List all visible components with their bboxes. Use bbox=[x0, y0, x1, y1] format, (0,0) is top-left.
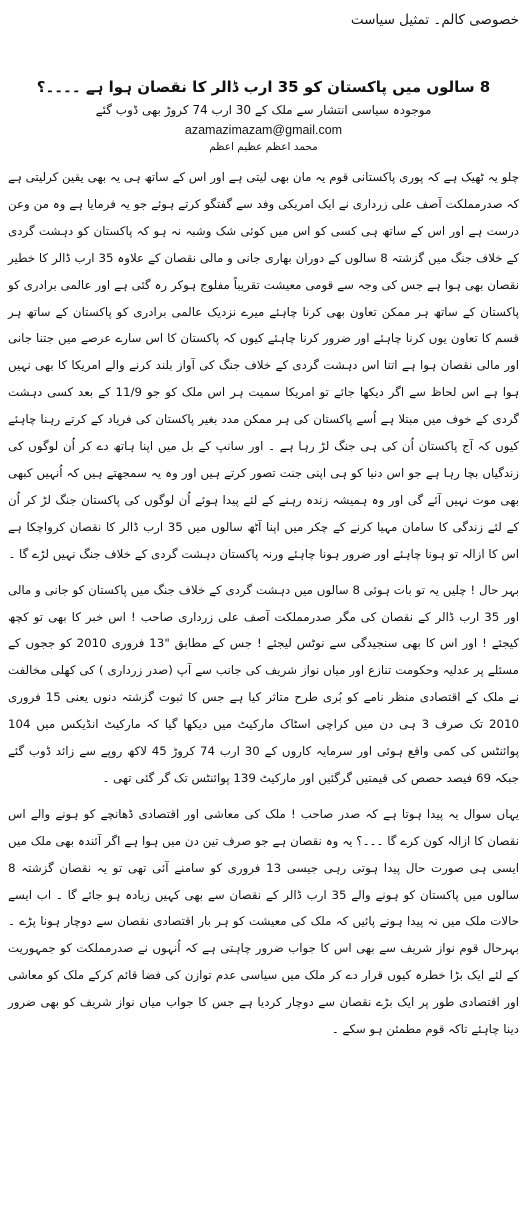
author-name: محمد اعظم عظیم اعظم bbox=[209, 141, 318, 153]
article-subtitle: موجودہ سیاسی انتشار سے ملک کے 30 ارب 74 کروڑ بھی ڈوب گئے bbox=[95, 103, 432, 117]
body-paragraph-3: یہاں سوال یہ پیدا ہوتا ہے کہ صدر صاحب ! ملک کی معاشی اور اقتصادی ڈھانچے کو ہونے والے اس نقصان کا ازالہ کون کرے گا ۔۔۔؟ یہ وہ نقصان ہے جو صرف تین دن میں ہوا ہے اگر آئندہ بھی ملک میں ایسی ہی صورت حال پیدا ہوتی رہی جیسی 13 فروری کو سامنے آئی تھی تو یہ نقصان گزشتہ 8 سالوں میں پاکستان کو ہونے والے 35 ارب ڈالر کے نقصان سے بھی کہیں زیادہ ہو جائے گا ۔ اب ایسے حالات ملک میں نہ پیدا ہونے پائیں کہ ملک کی معیشت کو ہر بار اقتصادی نقصان سے دوچار ہونا پڑے ۔ بہرحال قوم نواز شریف سے بھی اس کا جواب ضرور چاہتی ہے کہ اُنہوں نے صدرمملکت کو جمہوریت کے لئے ایک بڑا خطرہ کیوں قرار دے کر ملک میں سیاسی عدم توازن کی فضا قائم کرکے ملک کو معاشی اور اقتصادی طور پر ایک بڑے نقصان سے دوچار کردیا ہے جس کا جواب میاں نواز شریف کو بھی ضرور دینا چاہئے تاکہ قوم مطمئن ہو سکے ۔ bbox=[8, 806, 520, 1037]
author-email: azamazimazam@gmail.com bbox=[184, 123, 343, 137]
article-title: 8 سالوں میں پاکستان کو 35 ارب ڈالر کا نقصان ہوا ہے ۔۔۔۔؟ bbox=[36, 78, 491, 96]
column-tag: خصوصی کالم۔ تمثیل سیاست bbox=[350, 12, 519, 28]
article-body bbox=[8, 164, 519, 1043]
body-paragraph-2: بہر حال ! چلیں یہ تو بات ہوئی 8 سالوں میں دہشت گردی کے خلاف جنگ میں پاکستان کو جانی و مالی اور 35 ارب ڈالر کے نقصان کی مگر صدرمملکت آصف علی زرداری صاحب ! اس خبر کا بھی تو کچھ کیجئے ! اور اس کا بھی سنجیدگی سے نوٹس لیجئے ! جس کے مطابق "13 فروری 2010 کو ججوں کے مسئلے پر عدلیہ وحکومت تنازع اور میاں نواز شریف کی جانب سے آپ (صدر زرداری ) کی کھلی مخالفت نے ملک کے اقتصادی منظر نامے کو بُری طرح متاثر کیا ہے جس کا ثبوت گزشتہ دنوں یعنی 15 فروری 2010 تک صرف 3 ہی دن میں کراچی اسٹاک مارکیٹ میں دیکھا گیا کہ مارکیٹ انڈیکس میں 104 پوائنٹس کی کمی واقع ہوئی اور سرمایہ کاروں کے 30 ارب 74 کروڑ 45 لاکھ روپے سے زائد ڈوب گئے جبکہ 69 فیصد حصص کی قیمتیں گرگئیں اور مارکیٹ 139 پوائنٹس تک گر گئی تھی ۔ bbox=[8, 582, 519, 785]
body-paragraph-1: چلو یہ ٹھیک ہے کہ پوری پاکستانی قوم یہ مان بھی لیتی ہے اور اس کے ساتھ ہی یہ بھی یقین کرلیتی ہے کہ صدرمملکت آصف علی زرداری نے ایک امریکی وفد سے گفتگو کرتے ہوئے جو یہ فرمایا ہے وہ من وعن درست ہے اور اس کے ساتھ ہی کسی کو اس میں کوئی شک وشبہ نہ ہو کہ پاکستان کو دہشت گردی کے خلاف جنگ میں گزشتہ 8 سالوں کے دوران بھاری جانی و مالی نقصان کے علاوہ 35 ارب ڈالر کا خطیر نقصان بھی ہوا ہے جس کی وجہ سے قومی معیشت تقریباً مفلوج ہوکر رہ گئی ہے اور عالمی برادری کو پاکستان کے ساتھ ہر ممکن تعاون بھی کرنا چاہئے میرے نزدیک عالمی برادری کو پاکستان کے ساتھ ہر قسم کا تعاون یوں کرنا چاہئے اور ضرور کرنا چاہئے کیوں کہ پاکستان کا اس سارے عرصے میں جتنا جانی اور مالی نقصان ہوا ہے اتنا اس دہشت گردی کے خلاف جنگ کی آواز بلند کرنے والے امریکا کا بھی نہیں ہوا ہے اس لحاظ سے اگر دیکھا جائے تو امریکا سمیت ہر اس ملک کو جو 11/9 کے بعد کسی دہشت گردی کے خوف میں مبتلا ہے اُسے پاکستان کی ہر ممکن مدد بغیر پاکستان کی فریاد کے کرتے رہنا چاہئے کیوں کہ آج پاکستان اُن کی ہی جنگ لڑ رہا ہے ۔ اور سانپ کے بل میں اپنا ہاتھ دے کر اُن لوگوں کی زندگیاں بچا رہا ہے جو اس دنیا کو ہی اپنی جنت تصور کرتے ہیں اور وہ یہ سمجھتے ہیں کہ اُنہیں کبھی بھی موت نہیں آئے گی اور وہ ہمیشہ زندہ رہنے کے لئے پیدا ہوئے اُن لوگوں کی پاکستان جنگ لڑ کر اُن کے لئے زندگی کا سامان مہیا کرنے کے چکر میں اپنا آٹھ سالوں میں 35 ارب ڈالر کا نقصان کرواچکا ہے اس کا ازالہ تو ہونا چاہئے اور ضرور ہونا چاہئے ورنہ پاکستان دہشت گردی کے خلاف جنگ نہیں لڑے گا ۔ bbox=[8, 170, 520, 561]
